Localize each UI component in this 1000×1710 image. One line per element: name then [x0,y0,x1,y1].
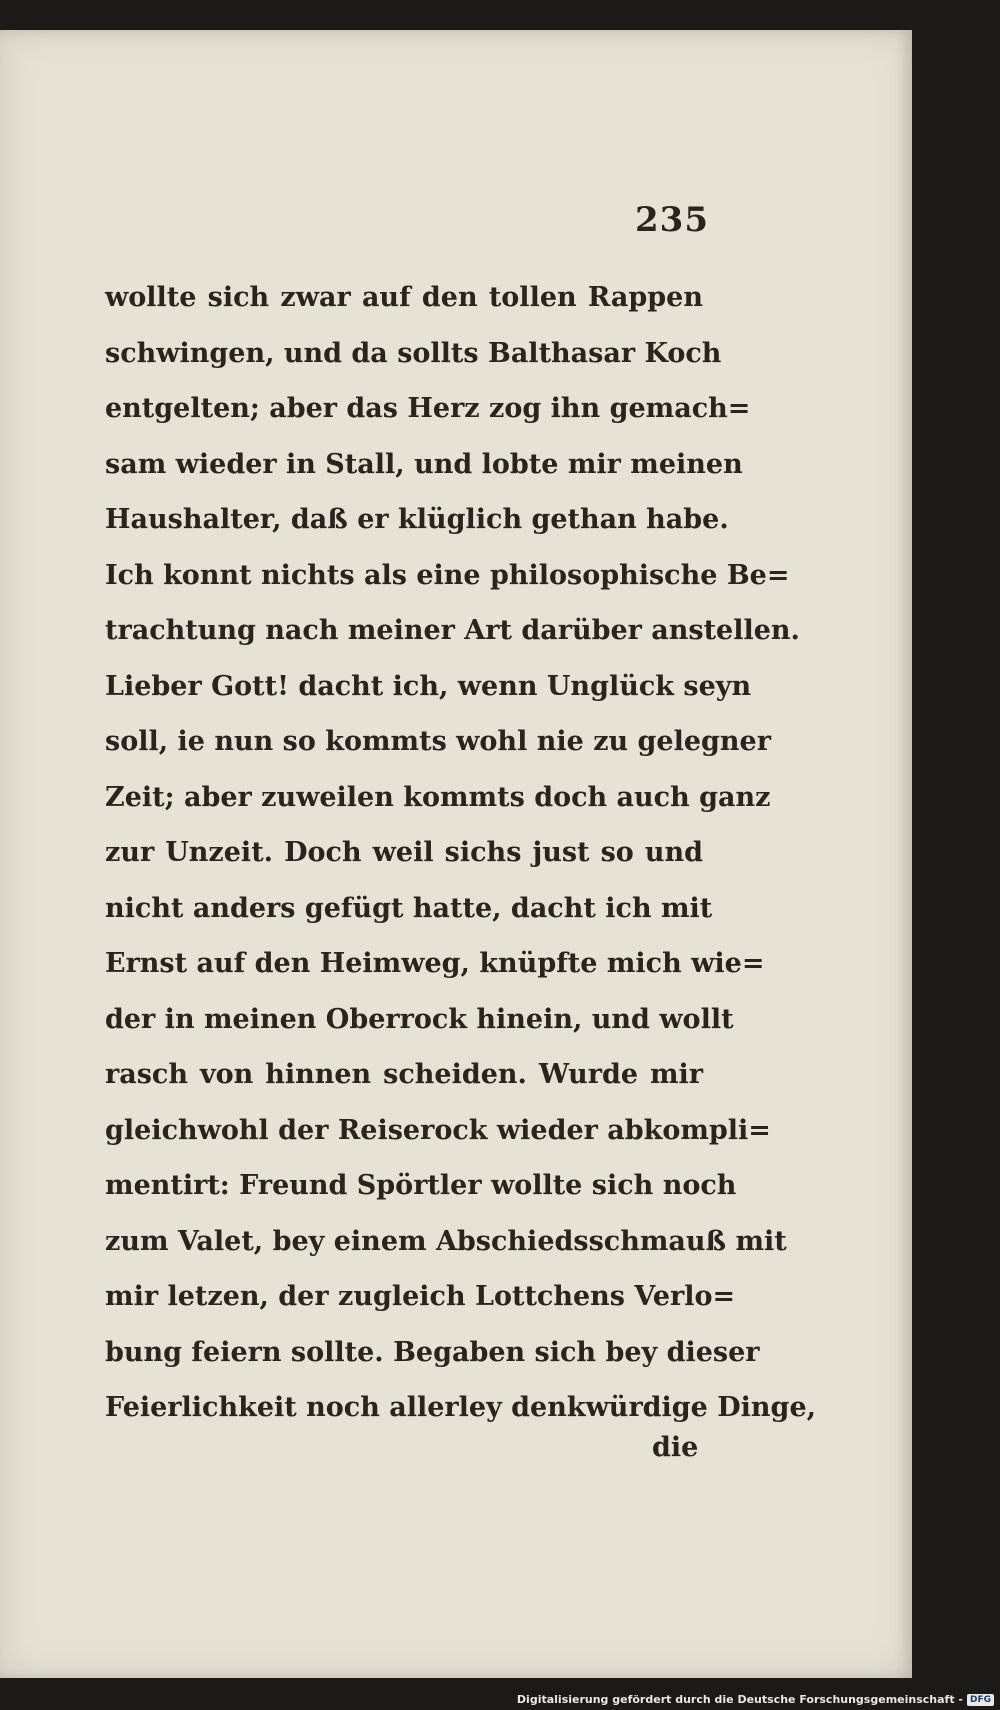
text-line: zur Unzeit. Doch weil sichs just so und [105,837,703,868]
text-line: nicht anders gefügt hatte, dacht ich mit [105,892,713,924]
text-line: schwingen, und da sollts Balthasar Koch [105,337,722,369]
book-page [0,30,912,1678]
digitization-credit [517,1693,994,1706]
text-line: zum Valet, bey einem Abschiedsschmauß mit [105,1225,787,1257]
dfg-logo: DFG [967,1694,994,1706]
text-line: soll, ie nun so kommts wohl nie zu gelegner [105,726,771,757]
text-line: sam wieder in Stall, und lobte mir meinen [105,448,743,480]
text-line: Ernst auf den Heimweg, knüpfte mich wie= [105,948,765,979]
text-line: gleichwohl der Reiserock wieder abkompli= [105,1114,771,1146]
text-line: bung feiern sollte. Begaben sich bey dieser [105,1336,760,1368]
text-line: mentirt: Freund Spörtler wollte sich noch [105,1170,737,1201]
page-number: 235 [635,200,709,240]
text-line: der in meinen Oberrock hinein, und wollt [105,1003,734,1035]
body-text [105,270,817,1436]
text-line: wollte sich zwar auf den tollen Rappen [105,282,703,313]
text-line: mir letzen, der zugleich Lottchens Verlo= [105,1281,736,1312]
text-line: Lieber Gott! dacht ich, wenn Unglück seyn [105,670,752,702]
text-line: Feierlichkeit noch allerley denkwürdige Dinge, [105,1392,817,1423]
catchword: die [652,1432,699,1463]
text-line: Haushalter, daß er klüglich gethan habe. [105,504,729,535]
text-line: Zeit; aber zuweilen kommts doch auch ganz [105,781,771,813]
text-line: rasch von hinnen scheiden. Wurde mir [105,1059,703,1090]
text-line: Ich konnt nichts als eine philosophische Be= [105,559,790,591]
credit-text: Digitalisierung gefördert durch die Deutsche Forschungsgemeinschaft - [516,1693,963,1706]
text-line: trachtung nach meiner Art darüber anstellen. [105,615,800,646]
text-line: entgelten; aber das Herz zog ihn gemach= [105,393,751,424]
